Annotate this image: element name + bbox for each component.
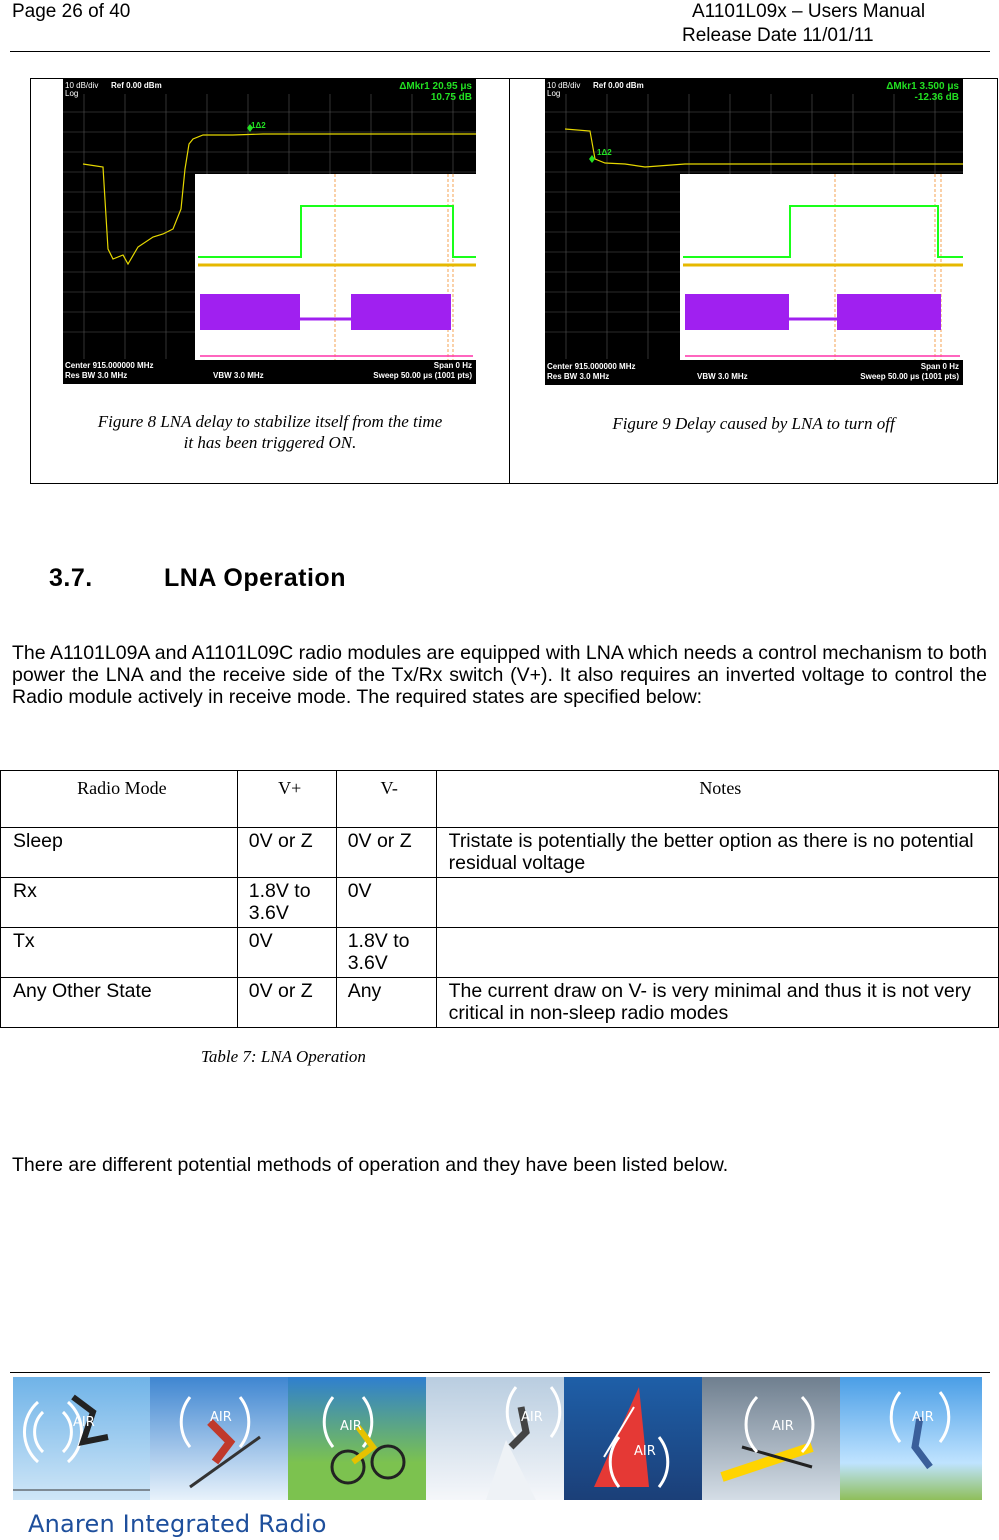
figure-8-marker-line2: 10.75 dB [430, 92, 472, 103]
banner-tile-kayak [702, 1377, 840, 1500]
header-notes: Notes [436, 771, 998, 828]
header-rule [10, 51, 990, 52]
cell-mode: Tx [1, 928, 238, 978]
page-number: Page 26 of 40 [12, 1, 131, 22]
doc-title: A1101L09x – Users Manual [692, 1, 926, 22]
lna-operation-table [0, 770, 999, 1028]
table-row [1, 928, 999, 978]
banner-tile-bike [288, 1377, 426, 1500]
figure-9-marker-label: 1Δ2 [597, 148, 612, 157]
cell-mode: Any Other State [1, 978, 238, 1028]
figure-8-marker-line1: ΔMkr1 20.95 μs [399, 81, 472, 92]
figure-8-center: Center 915.000000 MHz [65, 361, 154, 370]
figure-8-caption [31, 411, 509, 453]
figure-9-sweep: Sweep 50.00 μs (1001 pts) [860, 372, 959, 381]
figure-8-caption-line2: it has been triggered ON. [183, 433, 357, 452]
cell-notes [436, 928, 998, 978]
cell-mode: Sleep [1, 828, 238, 878]
closing-paragraph: There are different potential methods of operation and they have been listed below. [12, 1154, 729, 1176]
figure-8-span: Span 0 Hz [433, 361, 472, 370]
air-label: AIR [73, 1415, 95, 1430]
cell-notes: Tristate is potentially the better option as there is no potential residual voltage [436, 828, 998, 878]
air-label: AIR [634, 1444, 656, 1459]
figure-9-scale: 10 dB/div [547, 81, 581, 90]
figure-9-span: Span 0 Hz [920, 362, 959, 371]
cell-notes [436, 878, 998, 928]
air-label: AIR [772, 1419, 794, 1434]
banner-tile-skateboard [13, 1377, 150, 1500]
figure-9-marker-line1: ΔMkr1 3.500 μs [886, 81, 959, 92]
banner-tile-skater [840, 1377, 982, 1500]
figure-9-marker-line2: -12.36 dB [914, 92, 959, 103]
footer-rule [10, 1372, 990, 1373]
cell-v-plus: 0V or Z [237, 828, 336, 878]
cell-v-minus: 1.8V to 3.6V [336, 928, 436, 978]
cell-v-plus: 0V [237, 928, 336, 978]
air-label: AIR [340, 1419, 362, 1434]
figure-8-sweep: Sweep 50.00 μs (1001 pts) [373, 371, 472, 380]
cell-v-minus: Any [336, 978, 436, 1028]
figure-8-caption-line1: Figure 8 LNA delay to stabilize itself from the time [97, 412, 443, 431]
cell-v-plus: 0V or Z [237, 978, 336, 1028]
air-label: AIR [210, 1410, 232, 1425]
cell-notes: The current draw on V- is very minimal and thus it is not very critical in non-sleep radio modes [436, 978, 998, 1028]
table-row [1, 978, 999, 1028]
cell-v-plus: 1.8V to 3.6V [237, 878, 336, 928]
figure-9-ref: Ref 0.00 dBm [593, 81, 644, 90]
banner-tile-ski [150, 1377, 288, 1500]
figure-9-center: Center 915.000000 MHz [547, 362, 636, 371]
figure-8-log: Log [65, 89, 79, 98]
release-date: Release Date 11/01/11 [682, 25, 874, 46]
figure-8-marker-label: 1Δ2 [251, 121, 266, 130]
figure-9-log: Log [547, 89, 561, 98]
figure-9-vbw: VBW 3.0 MHz [697, 372, 748, 381]
footer-banner [13, 1377, 982, 1500]
intro-paragraph: The A1101L09A and A1101L09C radio modules are equipped with LNA which needs a control mechanism to both power the LNA and the receive side of the Tx/Rx switch (V+). It also requires an inverted voltage to control the Radio module actively in receive mode. The required states are specified below: [12, 642, 987, 708]
banner-tile-windsurf [564, 1377, 702, 1500]
figure-8-plot [63, 79, 476, 384]
section-title: LNA Operation [164, 564, 346, 592]
brand-name: Anaren Integrated Radio [28, 1510, 327, 1538]
figure-8-res-bw: Res BW 3.0 MHz [65, 371, 128, 380]
table-row [1, 828, 999, 878]
figure-9-res-bw: Res BW 3.0 MHz [547, 372, 610, 381]
table-row [1, 878, 999, 928]
header-v-minus: V- [336, 771, 436, 828]
cell-v-minus: 0V or Z [336, 828, 436, 878]
header-radio-mode: Radio Mode [1, 771, 238, 828]
cell-mode: Rx [1, 878, 238, 928]
cell-v-minus: 0V [336, 878, 436, 928]
figure-8-vbw: VBW 3.0 MHz [213, 371, 264, 380]
air-label: AIR [521, 1410, 543, 1425]
figure-9-plot [545, 79, 963, 385]
table-header-row [1, 771, 999, 828]
figure-8-ref: Ref 0.00 dBm [111, 81, 162, 90]
header-v-plus: V+ [237, 771, 336, 828]
table-caption: Table 7: LNA Operation [201, 1047, 366, 1066]
figure-9-caption: Figure 9 Delay caused by LNA to turn off [612, 414, 895, 433]
figure-8-scope [63, 79, 476, 384]
banner-tile-snowboard [426, 1377, 564, 1500]
air-label: AIR [912, 1410, 934, 1425]
figure-9-scope [545, 79, 963, 385]
figure-8-scale: 10 dB/div [65, 81, 99, 90]
section-number: 3.7. [49, 564, 93, 592]
